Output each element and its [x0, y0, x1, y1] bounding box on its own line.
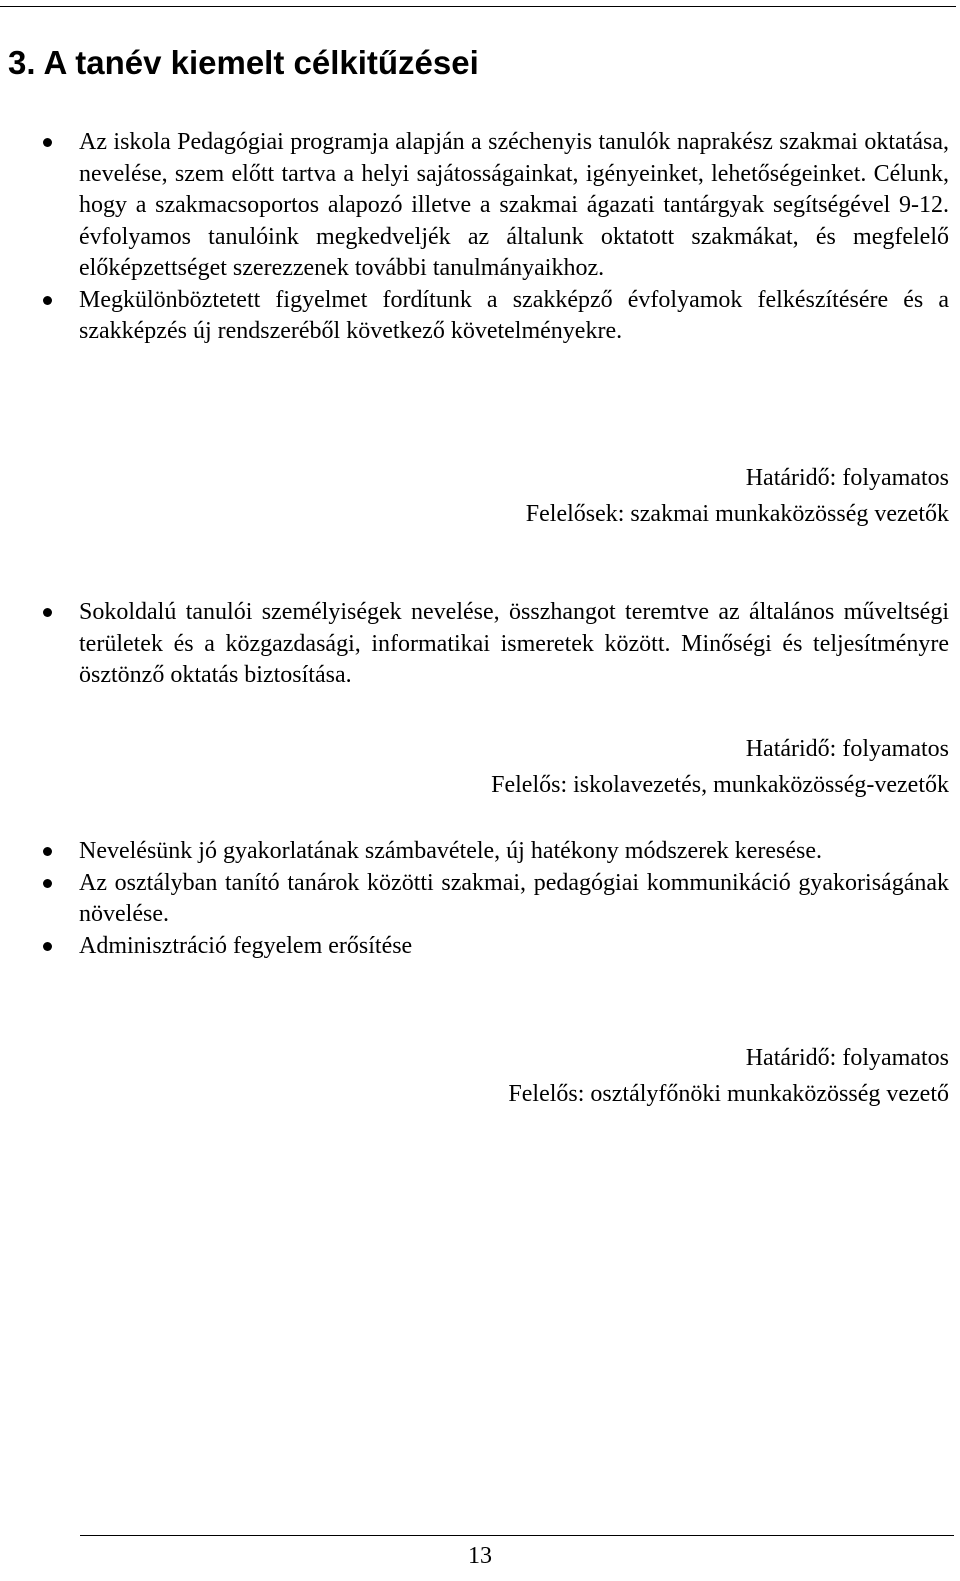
goal-list-1: [79, 127, 949, 348]
list-item-text: Adminisztráció fegyelem erősítése: [79, 932, 413, 959]
responsibility-block-1: [526, 460, 949, 532]
bullet-icon: [43, 942, 52, 951]
top-rule: [0, 6, 956, 7]
goal-list-3: [79, 836, 949, 962]
list-item: [79, 127, 949, 285]
responsibility-block-3: [508, 1040, 949, 1112]
bullet-icon: [43, 847, 52, 856]
bullet-icon: [43, 138, 52, 147]
responsible-text: Felelősek: szakmai munkaközösség vezetők: [525, 501, 949, 527]
section-heading: 3. A tanév kiemelt célkitűzései: [8, 44, 479, 81]
goal-list-2: [79, 597, 949, 692]
list-item: [79, 836, 949, 868]
list-item-text: Az osztályban tanító tanárok közötti szakmai, pedagógiai kommunikáció gyakoriságának növelése.: [79, 869, 949, 927]
footer-rule: [80, 1535, 954, 1536]
list-item: [79, 285, 949, 348]
deadline-text: Határidő: folyamatos: [745, 1045, 949, 1071]
responsibility-block-2: [491, 731, 949, 803]
bullet-icon: [43, 608, 52, 617]
deadline-text: Határidő: folyamatos: [745, 465, 949, 491]
bullet-icon: [43, 879, 52, 888]
list-item: [79, 597, 949, 692]
list-item-text: Az iskola Pedagógiai programja alapján a széchenyis tanulók naprakész szakmai oktatása, nevelése, szem előtt tartva a helyi sajátosságainkat, igényeinket, lehetőségeinket. Célunk, hogy a szakmacsoportos alapozó illetve a szakmai ágazati tantárgyak segítségével 9-12. évfolyamos tanulóink megkedveljék az általunk oktatott szakmákat, és megfelelő előképzettséget szerezzenek további tanulmányaikhoz.: [79, 129, 949, 281]
list-item: [79, 931, 949, 963]
deadline-text: Határidő: folyamatos: [745, 736, 949, 762]
bullet-icon: [43, 296, 52, 305]
list-item-text: Megkülönböztetett figyelmet fordítunk a szakképző évfolyamok felkészítésére és a szakképzés új rendszeréből következő követelményekre.: [79, 286, 949, 344]
page-number: 13: [468, 1543, 492, 1569]
list-item: [79, 868, 949, 931]
responsible-text: Felelős: iskolavezetés, munkaközösség-vezetők: [491, 772, 949, 798]
list-item-text: Sokoldalú tanulói személyiségek nevelése, összhangot teremtve az általános műveltségi területek és a közgazdasági, informatikai ismeretek között. Minőségi és teljesítményre ösztönző oktatás biztosítása.: [79, 599, 949, 688]
list-item-text: Nevelésünk jó gyakorlatának számbavétele, új hatékony módszerek keresése.: [79, 838, 823, 864]
responsible-text: Felelős: osztályfőnöki munkaközösség vezető: [508, 1081, 949, 1107]
